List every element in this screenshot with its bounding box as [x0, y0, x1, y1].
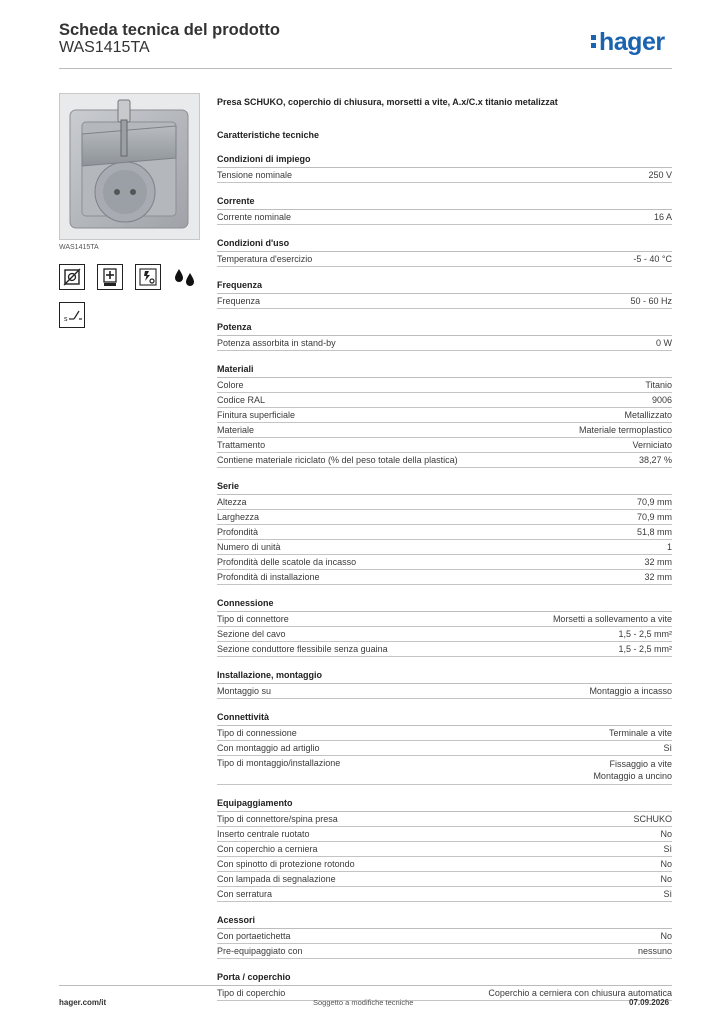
spec-section [217, 364, 672, 468]
spec-row [217, 872, 672, 887]
spec-label: Con coperchio a cerniera [217, 844, 318, 854]
section-title: Installazione, montaggio [217, 670, 672, 684]
technical-specs [217, 96, 672, 1001]
spec-label: Frequenza [217, 296, 261, 306]
spec-label: Larghezza [217, 512, 260, 522]
spec-section [217, 481, 672, 585]
spec-row [217, 944, 672, 959]
spec-row [217, 294, 672, 309]
spec-value: 70,9 mm [636, 497, 672, 507]
spec-value: 51,8 mm [636, 527, 672, 537]
spec-row [217, 495, 672, 510]
spec-row [217, 510, 672, 525]
spec-label: Numero di unità [217, 542, 281, 552]
spec-row [217, 168, 672, 183]
spec-label: Tipo di montaggio/installazione [217, 758, 341, 768]
logo-dots-icon [591, 32, 596, 51]
spec-label: Finitura superficiale [217, 410, 296, 420]
section-title: Equipaggiamento [217, 798, 672, 812]
spec-value: 32 mm [644, 572, 672, 582]
section-title: Materiali [217, 364, 672, 378]
footer-website: hager.com/it [59, 998, 107, 1007]
spec-label: Contiene materiale riciclato (% del peso totale della plastica) [217, 455, 458, 465]
spec-value: Titanio [645, 380, 672, 390]
spec-label: Altezza [217, 497, 247, 507]
hager-logo [591, 28, 665, 57]
spec-value: -5 - 40 °C [633, 254, 672, 264]
spec-value: 50 - 60 Hz [630, 296, 672, 306]
spec-row [217, 812, 672, 827]
image-caption: WAS1415TA [59, 244, 99, 251]
spec-label: Materiale [217, 425, 255, 435]
spec-value: nessuno [637, 946, 672, 956]
spec-section [217, 154, 672, 183]
spec-row [217, 887, 672, 902]
spec-row [217, 756, 672, 785]
spec-label: Codice RAL [217, 395, 266, 405]
spec-label: Profondità delle scatole da incasso [217, 557, 357, 567]
spec-row [217, 827, 672, 842]
section-title: Acessori [217, 915, 672, 929]
water-drops-icon [172, 264, 198, 295]
spec-value: SCHUKO [633, 814, 672, 824]
section-title: Serie [217, 481, 672, 495]
switch-symbol-icon [59, 302, 85, 328]
spec-label: Con portaetichetta [217, 931, 291, 941]
spec-row [217, 540, 672, 555]
spec-value [593, 758, 672, 782]
spec-label: Tipo di coperchio [217, 988, 286, 998]
spec-label: Tipo di connettore [217, 614, 289, 624]
section-title: Potenza [217, 322, 672, 336]
spec-value: Terminale a vite [608, 728, 672, 738]
spec-row [217, 555, 672, 570]
spec-row [217, 210, 672, 225]
spec-label: Con lampada di segnalazione [217, 874, 336, 884]
section-title: Porta / coperchio [217, 972, 672, 986]
spec-label: Con montaggio ad artiglio [217, 743, 320, 753]
spec-label: Trattamento [217, 440, 266, 450]
spec-section [217, 712, 672, 785]
spec-label: Tipo di connettore/spina presa [217, 814, 338, 824]
product-code: WAS1415TA [59, 39, 150, 56]
spec-row [217, 612, 672, 627]
spec-value: No [660, 931, 672, 941]
characteristics-heading: Caratteristiche tecniche [217, 130, 320, 140]
spec-section [217, 322, 672, 351]
spec-label: Potenza assorbita in stand-by [217, 338, 336, 348]
spec-value: Sì [663, 889, 672, 899]
spec-row [217, 525, 672, 540]
spec-row [217, 857, 672, 872]
spec-label: Profondità [217, 527, 259, 537]
footer-disclaimer: Soggetto a modifiche tecniche [313, 998, 414, 1007]
spec-value: Metallizzato [624, 410, 672, 420]
spec-value: Morsetti a sollevamento a vite [552, 614, 672, 624]
spec-row [217, 570, 672, 585]
spec-value: 9006 [651, 395, 672, 405]
spec-row [217, 438, 672, 453]
spec-sections [217, 154, 672, 1001]
din-outlet-icon [97, 264, 123, 290]
spec-label: Profondità di installazione [217, 572, 320, 582]
spec-value: Sì [663, 743, 672, 753]
product-image [59, 93, 200, 240]
svg-text:s: s [64, 316, 68, 323]
spec-label: Corrente nominale [217, 212, 292, 222]
spec-value: No [660, 859, 672, 869]
spec-label: Sezione conduttore flessibile senza guaina [217, 644, 388, 654]
product-description: Presa SCHUKO, coperchio di chiusura, morsetti a vite, A.x/C.x titanio metalizzat [217, 97, 558, 107]
footer-divider [59, 985, 672, 986]
spec-section [217, 598, 672, 657]
spec-label: Temperatura d'esercizio [217, 254, 313, 264]
section-title: Condizioni di impiego [217, 154, 672, 168]
section-title: Connessione [217, 598, 672, 612]
spec-row [217, 423, 672, 438]
spec-row [217, 252, 672, 267]
spec-row [217, 741, 672, 756]
spec-label: Colore [217, 380, 244, 390]
spec-section [217, 972, 672, 1001]
power-tool-icon [135, 264, 161, 290]
spec-value: 0 W [655, 338, 672, 348]
spec-value: Verniciato [632, 440, 672, 450]
spec-row [217, 929, 672, 944]
spec-value: 38,27 % [638, 455, 672, 465]
spec-label: Tensione nominale [217, 170, 293, 180]
spec-value: 1,5 - 2,5 mm² [618, 629, 672, 639]
spec-value: 70,9 mm [636, 512, 672, 522]
spec-section [217, 798, 672, 902]
header-divider [59, 68, 672, 69]
spec-section [217, 670, 672, 699]
spec-row [217, 842, 672, 857]
spec-row [217, 726, 672, 741]
spec-section [217, 915, 672, 959]
spec-value: 250 V [648, 170, 672, 180]
spec-row [217, 336, 672, 351]
spec-value: 1 [666, 542, 672, 552]
spec-label: Pre-equipaggiato con [217, 946, 303, 956]
spec-row [217, 453, 672, 468]
page-title: Scheda tecnica del prodotto [59, 21, 280, 39]
spec-value: No [660, 829, 672, 839]
spec-row [217, 642, 672, 657]
section-title: Condizioni d'uso [217, 238, 672, 252]
logo-text: hager [599, 28, 665, 56]
spec-value: Sì [663, 844, 672, 854]
section-title: Connettività [217, 712, 672, 726]
section-title: Frequenza [217, 280, 672, 294]
spec-value: 1,5 - 2,5 mm² [618, 644, 672, 654]
spec-row [217, 986, 672, 1001]
spec-row [217, 378, 672, 393]
footer-date: 07.09.2026 [629, 998, 670, 1007]
spec-row [217, 627, 672, 642]
spec-label: Con serratura [217, 889, 273, 899]
spec-label: Sezione del cavo [217, 629, 286, 639]
socket-box-icon [59, 264, 85, 290]
spec-section [217, 280, 672, 309]
spec-value: 16 A [653, 212, 672, 222]
spec-value: Coperchio a cerniera con chiusura automatica [488, 988, 672, 998]
spec-label: Inserto centrale ruotato [217, 829, 310, 839]
spec-value-line: Montaggio a uncino [593, 771, 672, 781]
spec-label: Montaggio su [217, 686, 272, 696]
spec-value: Materiale termoplastico [578, 425, 672, 435]
spec-section [217, 238, 672, 267]
spec-value: Montaggio a incasso [589, 686, 672, 696]
section-title: Corrente [217, 196, 672, 210]
spec-row [217, 393, 672, 408]
spec-label: Tipo di connessione [217, 728, 297, 738]
spec-value: No [660, 874, 672, 884]
spec-row [217, 684, 672, 699]
spec-value: 32 mm [644, 557, 672, 567]
spec-label: Con spinotto di protezione rotondo [217, 859, 355, 869]
spec-value-line: Fissaggio a vite [609, 759, 672, 769]
spec-row [217, 408, 672, 423]
spec-section [217, 196, 672, 225]
